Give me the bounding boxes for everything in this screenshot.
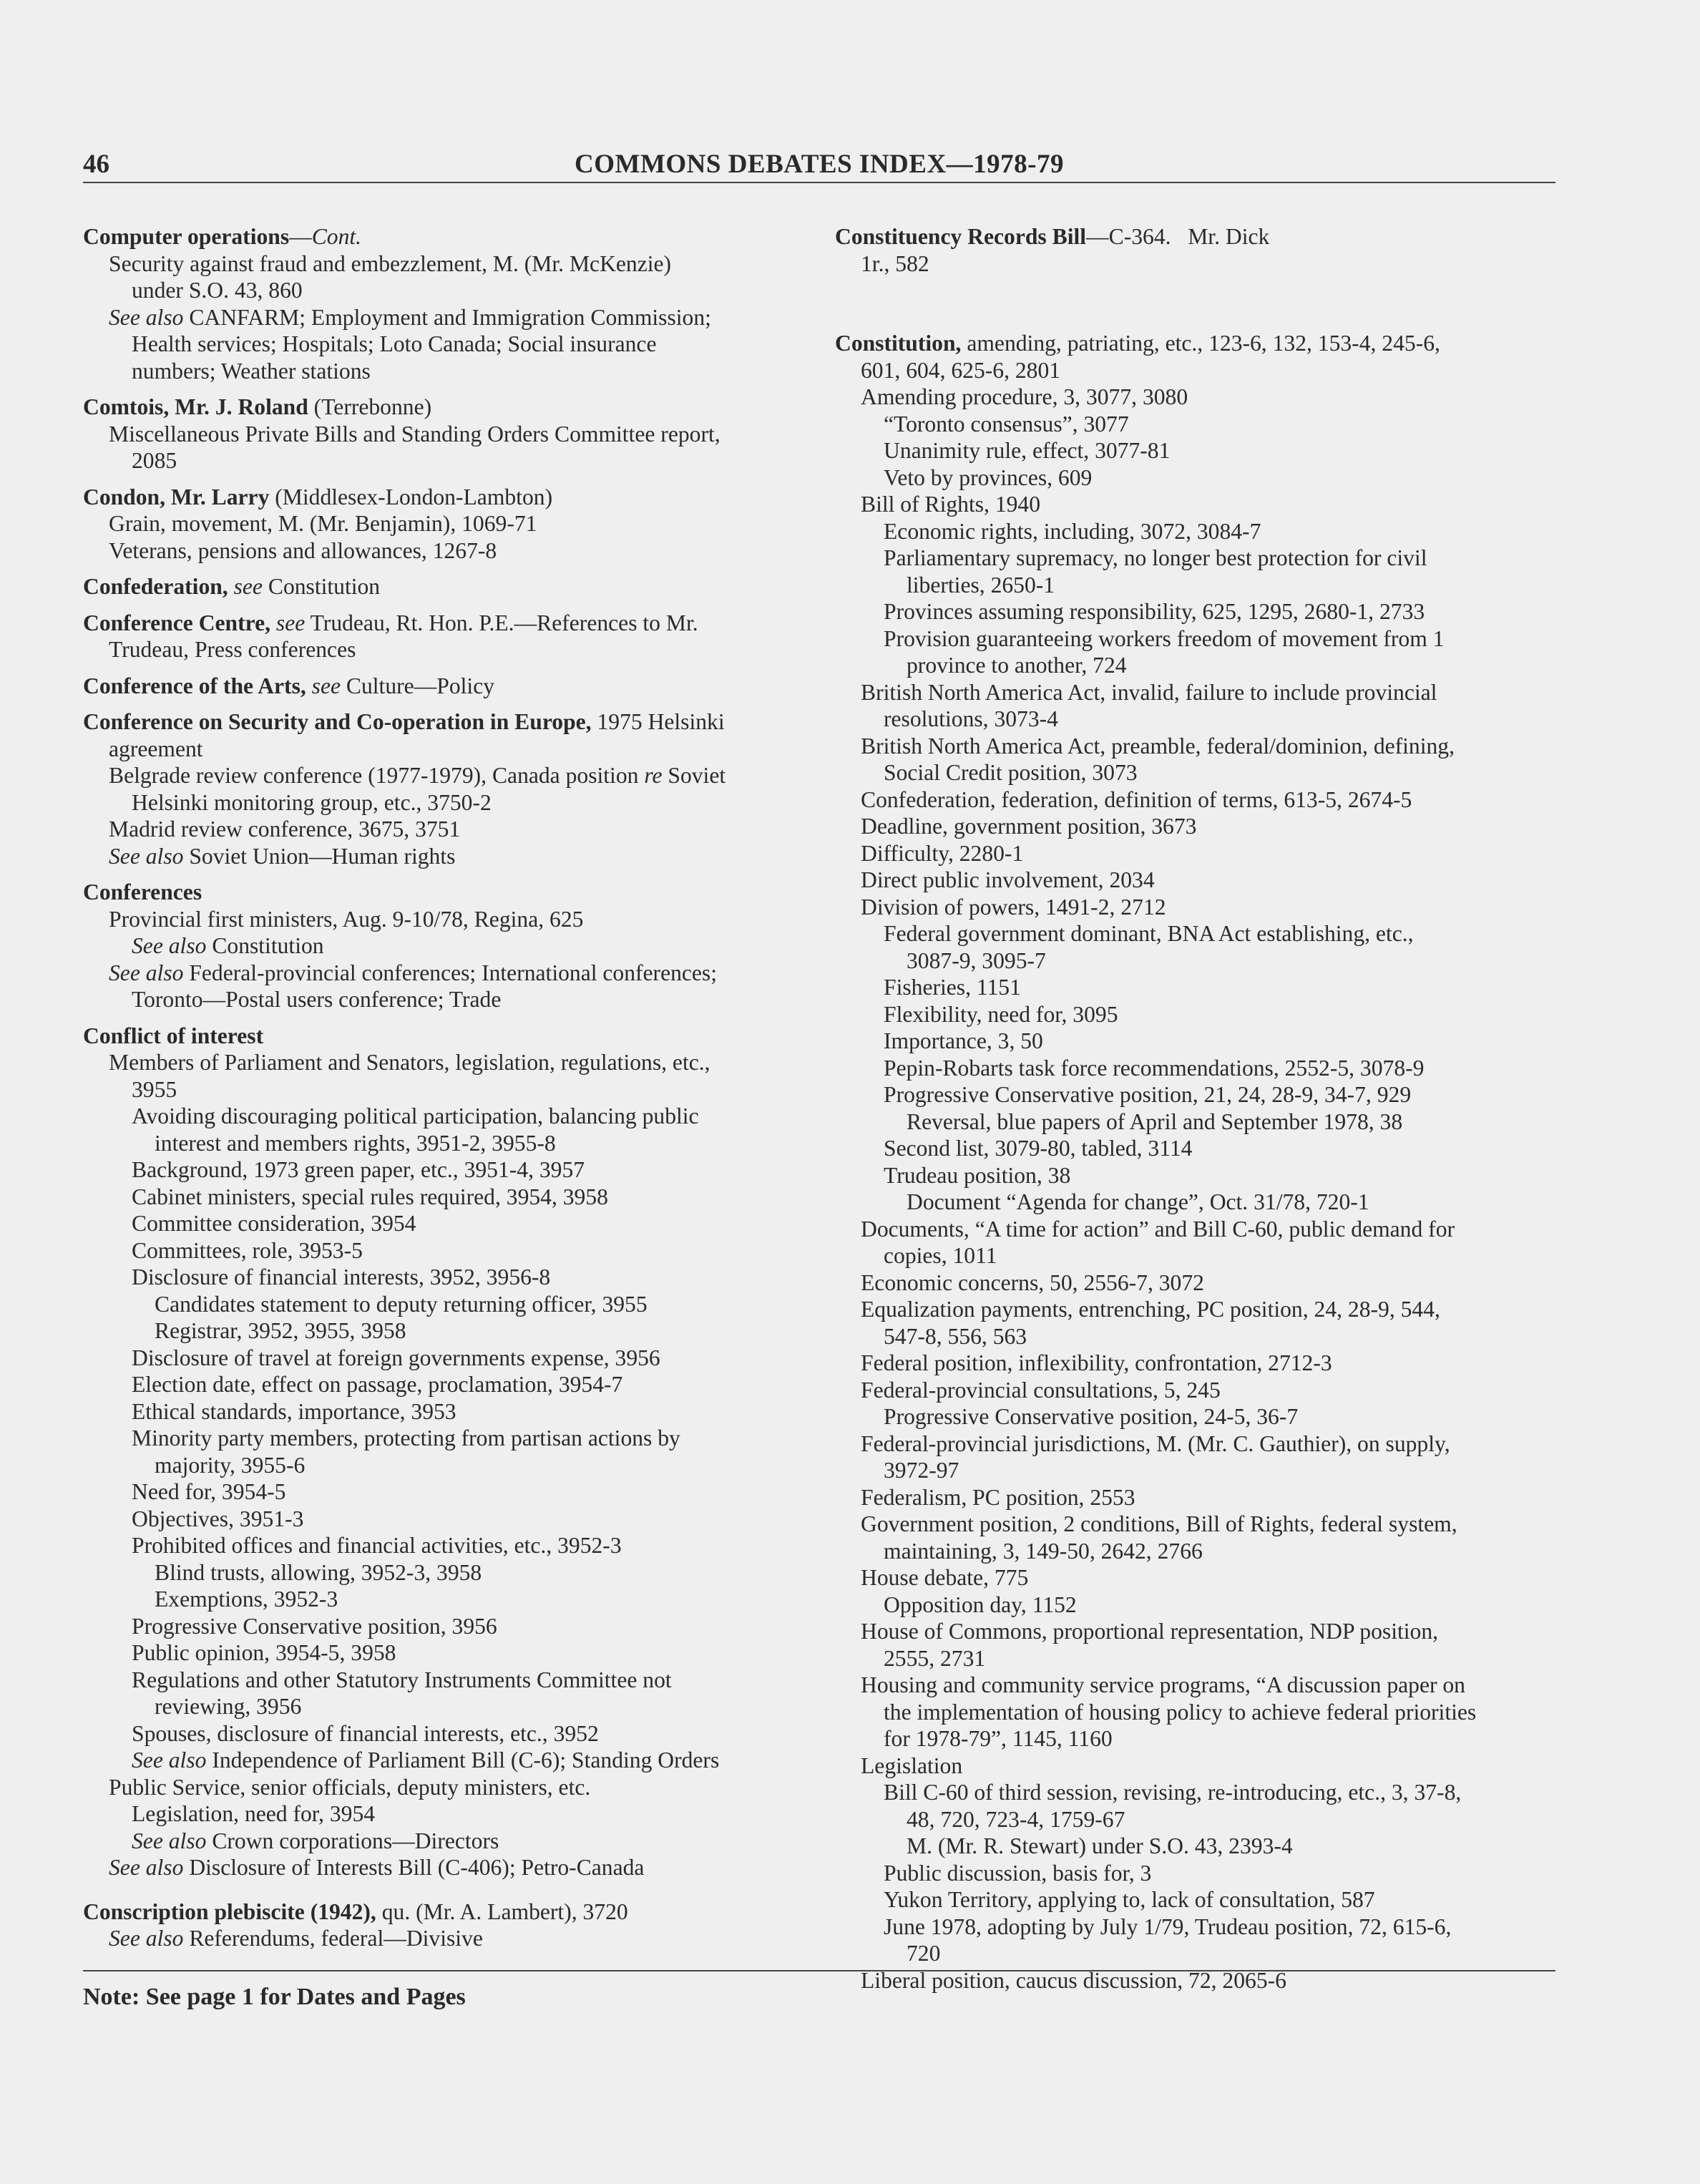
entry-term: Conflict of interest [83, 1023, 264, 1048]
index-subentry [835, 1672, 1558, 1699]
entry-text: British North America Act, preamble, federal/dominion, defining, [861, 733, 1455, 759]
index-subentry [835, 1645, 1558, 1672]
index-subentry [835, 1538, 1558, 1565]
index-subentry [83, 1854, 806, 1881]
page-header [83, 149, 1555, 183]
entry-text: Referendums, federal—Divisive [183, 1926, 483, 1951]
index-subentry [835, 518, 1558, 545]
entry-text: Documents, “A time for action” and Bill C-60, public demand for [861, 1216, 1455, 1242]
entry-text: Housing and community service programs, “A discussion paper on [861, 1672, 1465, 1697]
entry-term: Comtois, Mr. J. Roland [83, 394, 308, 419]
index-subentry [83, 816, 806, 843]
index-subentry [835, 1028, 1558, 1055]
entry-text: Constitution [206, 933, 324, 958]
left-index-column [83, 223, 806, 1952]
entry-text: Minority party members, protecting from partisan actions by [132, 1425, 680, 1451]
entry-text: (Middlesex-London-Lambton) [269, 484, 553, 510]
index-subentry [83, 1800, 806, 1828]
entry-text: Veterans, pensions and allowances, 1267-8 [109, 537, 497, 563]
index-subentry [83, 789, 806, 816]
entry-text: amending, patriating, etc., 123-6, 132, 153-4, 245-6, [961, 331, 1440, 356]
entry-text: Trudeau, Rt. Hon. P.E.—References to Mr. [305, 610, 698, 635]
index-subentry [83, 1774, 806, 1801]
index-subentry [83, 1532, 806, 1559]
entry-text: Second list, 3079-80, tabled, 3114 [884, 1136, 1193, 1161]
index-subentry [83, 1184, 806, 1211]
running-title: COMMONS DEBATES INDEX—1978-79 [575, 150, 1064, 179]
index-heading [83, 223, 806, 250]
entry-text: Federal-provincial consultations, 5, 245 [861, 1377, 1221, 1403]
entry-text: 3972-97 [884, 1458, 959, 1483]
entry-text: Equalization payments, entrenching, PC position, 24, 28-9, 544, [861, 1297, 1440, 1322]
entry-text: province to another, 724 [907, 653, 1127, 678]
index-subentry [83, 1371, 806, 1398]
index-subentry [83, 736, 806, 763]
entry-text: liberties, 2650-1 [907, 572, 1055, 598]
index-subentry [835, 759, 1558, 786]
entry-text: —C-364. Mr. Dick [1086, 224, 1270, 249]
entry-text: Reversal, blue papers of April and September 1978, 38 [907, 1108, 1403, 1134]
entry-text: Blind trusts, allowing, 3952-3, 3958 [155, 1559, 482, 1585]
index-heading [835, 223, 1558, 250]
index-subentry [835, 1886, 1558, 1914]
entry-term: Constituency Records Bill [835, 224, 1087, 249]
index-subentry [835, 411, 1558, 438]
index-subentry [83, 932, 806, 960]
cross-reference-marker: see [270, 610, 306, 635]
index-subentry [83, 1506, 806, 1533]
entry-text: Yukon Territory, applying to, lack of consultation, 587 [884, 1887, 1375, 1912]
index-subentry [83, 1693, 806, 1720]
index-subentry [835, 1914, 1558, 1941]
cross-reference-marker: See also [109, 843, 184, 869]
entry-text: Document “Agenda for change”, Oct. 31/78, 720-1 [907, 1189, 1369, 1214]
index-heading [83, 1023, 806, 1050]
entry-text: Flexibility, need for, 3095 [884, 1001, 1118, 1027]
index-heading [83, 573, 806, 600]
index-subentry [835, 1430, 1558, 1458]
entry-text: June 1978, adopting by July 1/79, Trudeau position, 72, 615-6, [884, 1914, 1452, 1939]
index-subentry [835, 733, 1558, 760]
entry-text: Progressive Conservative position, 21, 24, 28-9, 34-7, 929 [884, 1082, 1412, 1107]
entry-term: Conference on Security and Co-operation in Europe, [83, 709, 592, 734]
index-subentry [83, 1103, 806, 1130]
index-subentry [83, 1667, 806, 1694]
index-subentry [83, 421, 806, 448]
index-subentry [83, 1828, 806, 1855]
index-subentry [835, 1001, 1558, 1028]
index-subentry [835, 357, 1558, 384]
entry-text: Independence of Parliament Bill (C-6); Standing Orders [206, 1747, 720, 1773]
index-subentry [835, 572, 1558, 599]
entry-text: Candidates statement to deputy returning officer, 3955 [155, 1291, 648, 1317]
entry-text: Provincial first ministers, Aug. 9-10/78, Regina, 625 [109, 906, 584, 932]
entry-text: Federal government dominant, BNA Act establishing, etc., [884, 921, 1414, 946]
index-subentry [835, 786, 1558, 814]
index-subentry [835, 1591, 1558, 1619]
entry-text: maintaining, 3, 149-50, 2642, 2766 [884, 1538, 1203, 1564]
entry-text: majority, 3955-6 [155, 1452, 306, 1478]
entry-text: Belgrade review conference (1977-1979), Canada position [109, 763, 645, 788]
index-subentry [83, 537, 806, 565]
entry-text: Economic concerns, 50, 2556-7, 3072 [861, 1269, 1204, 1295]
entry-term: Confederation, [83, 574, 228, 599]
index-heading [83, 673, 806, 700]
index-subentry [835, 974, 1558, 1001]
cross-reference-marker: See also [109, 960, 184, 985]
cross-reference-marker: Cont. [311, 224, 362, 249]
entry-text: Liberal position, caucus discussion, 72, 2065-6 [861, 1967, 1286, 1993]
entry-text: Exemptions, 3952-3 [155, 1586, 338, 1612]
entry-text: Soviet Union—Human rights [183, 843, 456, 869]
index-subentry [835, 1216, 1558, 1243]
entry-text: Committees, role, 3953-5 [132, 1237, 363, 1263]
entry-term: Computer operations [83, 224, 290, 249]
entry-text: Helsinki monitoring group, etc., 3750-2 [132, 789, 492, 815]
index-heading [83, 708, 806, 736]
index-subentry [83, 1237, 806, 1264]
entry-text: “Toronto consensus”, 3077 [884, 411, 1129, 437]
entry-text: Federal-provincial jurisdictions, M. (Mr. C. Gauthier), on supply, [861, 1430, 1450, 1456]
index-subentry [835, 1725, 1558, 1752]
entry-text: House of Commons, proportional representation, NDP position, [861, 1619, 1439, 1644]
entry-text: Constitution [262, 574, 381, 599]
cross-reference-marker: See also [132, 1828, 207, 1853]
entry-text: Election date, effect on passage, proclamation, 3954-7 [132, 1372, 623, 1397]
index-subentry [83, 960, 806, 987]
index-subentry [835, 464, 1558, 492]
index-subentry [835, 1833, 1558, 1860]
entry-text: (Terrebonne) [308, 394, 432, 419]
entry-text: Opposition day, 1152 [884, 1591, 1077, 1617]
index-subentry [835, 1860, 1558, 1887]
index-subentry [835, 1108, 1558, 1136]
entry-text: Progressive Conservative position, 24-5, 36-7 [884, 1404, 1299, 1429]
entry-text: the implementation of housing policy to achieve federal priorities [884, 1699, 1477, 1725]
index-subentry [83, 1613, 806, 1640]
index-subentry [83, 358, 806, 385]
entry-text: Bill of Rights, 1940 [861, 492, 1041, 517]
index-subentry [83, 1452, 806, 1479]
index-subentry [83, 510, 806, 537]
entry-text: 3087-9, 3095-7 [907, 947, 1046, 973]
index-subentry [835, 1242, 1558, 1269]
index-subentry [83, 1317, 806, 1345]
entry-text: reviewing, 3956 [155, 1694, 302, 1719]
index-subentry [835, 813, 1558, 840]
entry-term: Conference of the Arts, [83, 673, 306, 698]
index-subentry [83, 636, 806, 663]
index-subentry [835, 1940, 1558, 1967]
entry-text: Parliamentary supremacy, no longer best protection for civil [884, 545, 1427, 570]
entry-text: Disclosure of financial interests, 3952, 3956-8 [132, 1264, 551, 1290]
entry-text: Miscellaneous Private Bills and Standing Orders Committee report, [109, 421, 720, 447]
entry-text: Spouses, disclosure of financial interests, etc., 3952 [132, 1720, 599, 1746]
entry-text: Progressive Conservative position, 3956 [132, 1613, 497, 1639]
index-subentry [835, 625, 1558, 653]
index-subentry [835, 598, 1558, 625]
index-subentry [83, 1639, 806, 1667]
entry-text: Grain, movement, M. (Mr. Benjamin), 1069-71 [109, 511, 537, 536]
index-subentry [83, 1747, 806, 1774]
index-subentry [83, 1925, 806, 1952]
index-subentry [83, 277, 806, 304]
index-subentry [835, 1484, 1558, 1511]
index-subentry [835, 920, 1558, 947]
entry-text: Provision guaranteeing workers freedom of movement from 1 [884, 625, 1445, 651]
index-subentry [835, 1081, 1558, 1108]
entry-text: for 1978-79”, 1145, 1160 [884, 1726, 1113, 1751]
entry-text: Disclosure of travel at foreign governments expense, 3956 [132, 1345, 660, 1370]
entry-text: interest and members rights, 3951-2, 3955-8 [155, 1130, 556, 1156]
entry-text: Trudeau, Press conferences [109, 637, 356, 662]
entry-text: qu. (Mr. A. Lambert), 3720 [376, 1898, 628, 1924]
index-subentry [835, 1806, 1558, 1833]
entry-text: 3955 [132, 1076, 177, 1102]
index-subentry [835, 1618, 1558, 1645]
index-subentry [835, 1752, 1558, 1780]
cross-reference-marker: See also [109, 1855, 184, 1880]
entry-text: Soviet [662, 763, 726, 788]
entry-text: 2555, 2731 [884, 1645, 986, 1671]
index-subentry [835, 1055, 1558, 1082]
index-subentry [83, 250, 806, 278]
index-subentry [83, 331, 806, 358]
index-subentry [835, 1403, 1558, 1430]
entry-text: Legislation [861, 1752, 963, 1778]
index-subentry [835, 250, 1558, 278]
index-subentry [83, 1559, 806, 1586]
entry-term: Conference Centre, [83, 610, 271, 635]
index-subentry [83, 1076, 806, 1103]
entry-text: Federal-provincial conferences; International conferences; [183, 960, 718, 985]
entry-text: Ethical standards, importance, 3953 [132, 1398, 456, 1424]
entry-text: Prohibited offices and financial activities, etc., 3952-3 [132, 1533, 622, 1558]
entry-text: 601, 604, 625-6, 2801 [861, 357, 1061, 383]
entry-text: M. (Mr. R. Stewart) under S.O. 43, 2393-4 [907, 1833, 1293, 1858]
entry-text: Health services; Hospitals; Loto Canada; Social insurance [132, 331, 657, 356]
index-subentry [83, 1291, 806, 1318]
index-subentry [835, 1323, 1558, 1350]
right-index-column [835, 223, 1558, 1994]
entry-text: Cabinet ministers, special rules required, 3954, 3958 [132, 1184, 608, 1209]
entry-text: Madrid review conference, 3675, 3751 [109, 816, 461, 842]
index-subentry [835, 1511, 1558, 1538]
entry-text: Bill C-60 of third session, revising, re-introducing, etc., 3, 37-8, [884, 1780, 1462, 1805]
entry-text: under S.O. 43, 860 [132, 278, 303, 303]
entry-text: Provinces assuming responsibility, 625, 1295, 2680-1, 2733 [884, 599, 1425, 624]
index-subentry [83, 304, 806, 331]
cross-reference-marker: see [306, 673, 341, 698]
entry-text: Importance, 3, 50 [884, 1028, 1043, 1053]
entry-text: Background, 1973 green paper, etc., 3951-4, 3957 [132, 1157, 585, 1182]
entry-text: Public Service, senior officials, deputy ministers, etc. [109, 1774, 591, 1800]
index-subentry [835, 437, 1558, 464]
index-subentry [835, 1377, 1558, 1404]
index-subentry [835, 491, 1558, 518]
entry-text: Social Credit position, 3073 [884, 760, 1138, 785]
entry-text: Disclosure of Interests Bill (C-406); Petro-Canada [183, 1855, 645, 1880]
entry-text: Culture—Policy [341, 673, 495, 698]
entry-text: Economic rights, including, 3072, 3084-7 [884, 518, 1261, 544]
entry-text: Members of Parliament and Senators, legislation, regulations, etc., [109, 1050, 710, 1075]
index-heading [83, 879, 806, 906]
index-subentry [83, 1425, 806, 1452]
entry-text: copies, 1011 [884, 1243, 997, 1268]
index-heading [835, 330, 1558, 357]
entry-text: Trudeau position, 38 [884, 1162, 1071, 1188]
entry-text: Public discussion, basis for, 3 [884, 1860, 1152, 1886]
entry-text: 720 [907, 1941, 941, 1966]
cross-reference-marker: See also [109, 304, 184, 330]
index-subentry [83, 1345, 806, 1372]
entry-text: Confederation, federation, definition of terms, 613-5, 2674-5 [861, 786, 1412, 812]
entry-text: — [289, 224, 312, 249]
index-subentry [83, 1049, 806, 1076]
index-subentry [835, 1296, 1558, 1323]
entry-text: Fisheries, 1151 [884, 975, 1021, 1000]
entry-text: CANFARM; Employment and Immigration Commission; [183, 304, 711, 330]
index-subentry [83, 1720, 806, 1747]
entry-text: 48, 720, 723-4, 1759-67 [907, 1806, 1125, 1832]
entry-text: Need for, 3954-5 [132, 1479, 286, 1504]
index-heading [83, 610, 806, 637]
entry-text: Registrar, 3952, 3955, 3958 [155, 1318, 406, 1343]
entry-text: 547-8, 556, 563 [884, 1323, 1027, 1349]
page-number: 46 [83, 150, 109, 179]
index-subentry [83, 1130, 806, 1157]
index-subentry [835, 867, 1558, 894]
cross-reference-marker: See also [109, 1926, 184, 1951]
index-subentry [835, 894, 1558, 921]
index-subentry [835, 1350, 1558, 1377]
index-subentry [835, 1269, 1558, 1297]
index-subentry [835, 1699, 1558, 1726]
cross-reference-marker: See also [132, 933, 207, 958]
entry-text: Crown corporations—Directors [206, 1828, 499, 1853]
entry-text: Direct public involvement, 2034 [861, 867, 1155, 892]
entry-text: Committee consideration, 3954 [132, 1211, 416, 1236]
index-subentry [83, 843, 806, 870]
entry-text: Division of powers, 1491-2, 2712 [861, 894, 1166, 920]
entry-text: Legislation, need for, 3954 [132, 1801, 376, 1826]
entry-text: Amending procedure, 3, 3077, 3080 [861, 384, 1188, 409]
index-subentry [83, 447, 806, 474]
entry-text: 1r., 582 [861, 250, 929, 276]
index-heading [83, 484, 806, 511]
index-subentry [83, 762, 806, 789]
entry-text: Objectives, 3951-3 [132, 1506, 304, 1531]
entry-text: Security against fraud and embezzlement, M. (Mr. McKenzie) [109, 250, 672, 276]
entry-text: House debate, 775 [861, 1565, 1029, 1590]
entry-text: Unanimity rule, effect, 3077-81 [884, 438, 1171, 463]
entry-term: Conferences [83, 879, 202, 905]
entry-text: agreement [109, 736, 203, 761]
index-subentry [83, 1478, 806, 1506]
footer-rule [83, 1970, 1555, 1971]
entry-text: British North America Act, invalid, failure to include provincial [861, 679, 1437, 705]
index-subentry [835, 652, 1558, 679]
index-subentry [83, 906, 806, 933]
index-subentry [83, 1156, 806, 1184]
entry-text: Toronto—Postal users conference; Trade [132, 987, 502, 1012]
entry-text: Federal position, inflexibility, confrontation, 2712-3 [861, 1350, 1332, 1375]
entry-text: numbers; Weather stations [132, 358, 371, 384]
index-heading [83, 1898, 806, 1926]
index-subentry [83, 1586, 806, 1613]
index-subentry [835, 1779, 1558, 1806]
index-subentry [83, 1210, 806, 1237]
index-subentry [835, 1457, 1558, 1484]
index-subentry [835, 1189, 1558, 1216]
index-subentry [83, 1398, 806, 1425]
entry-text: Federalism, PC position, 2553 [861, 1484, 1135, 1510]
entry-text: Public opinion, 3954-5, 3958 [132, 1640, 396, 1665]
footnote: Note: See page 1 for Dates and Pages [83, 1984, 466, 2010]
entry-text: Government position, 2 conditions, Bill of Rights, federal system, [861, 1511, 1457, 1536]
cross-reference-marker: See also [132, 1747, 207, 1773]
entry-text: Deadline, government position, 3673 [861, 814, 1197, 839]
index-subentry [83, 986, 806, 1013]
entry-text: Regulations and other Statutory Instruments Committee not [132, 1667, 672, 1692]
index-subentry [835, 1135, 1558, 1162]
entry-term: Constitution, [835, 331, 962, 356]
entry-term: Conscription plebiscite (1942), [83, 1898, 376, 1924]
index-subentry [835, 545, 1558, 572]
index-subentry [835, 1564, 1558, 1591]
index-subentry [835, 679, 1558, 706]
entry-text: 1975 Helsinki [591, 709, 725, 734]
index-subentry [835, 1162, 1558, 1189]
cross-reference-marker: re [644, 763, 663, 788]
index-subentry [835, 840, 1558, 867]
entry-text: Difficulty, 2280-1 [861, 840, 1024, 866]
index-subentry [835, 706, 1558, 733]
index-subentry [835, 384, 1558, 411]
cross-reference-marker: see [228, 574, 263, 599]
index-subentry [835, 947, 1558, 975]
entry-text: 2085 [132, 448, 177, 473]
entry-text: Avoiding discouraging political participation, balancing public [132, 1103, 699, 1128]
entry-text: Pepin-Robarts task force recommendations, 2552-5, 3078-9 [884, 1055, 1425, 1081]
index-heading [83, 394, 806, 421]
index-subentry [83, 1264, 806, 1291]
entry-term: Condon, Mr. Larry [83, 484, 270, 510]
entry-text: Veto by provinces, 609 [884, 464, 1093, 490]
entry-text: resolutions, 3073-4 [884, 706, 1058, 731]
